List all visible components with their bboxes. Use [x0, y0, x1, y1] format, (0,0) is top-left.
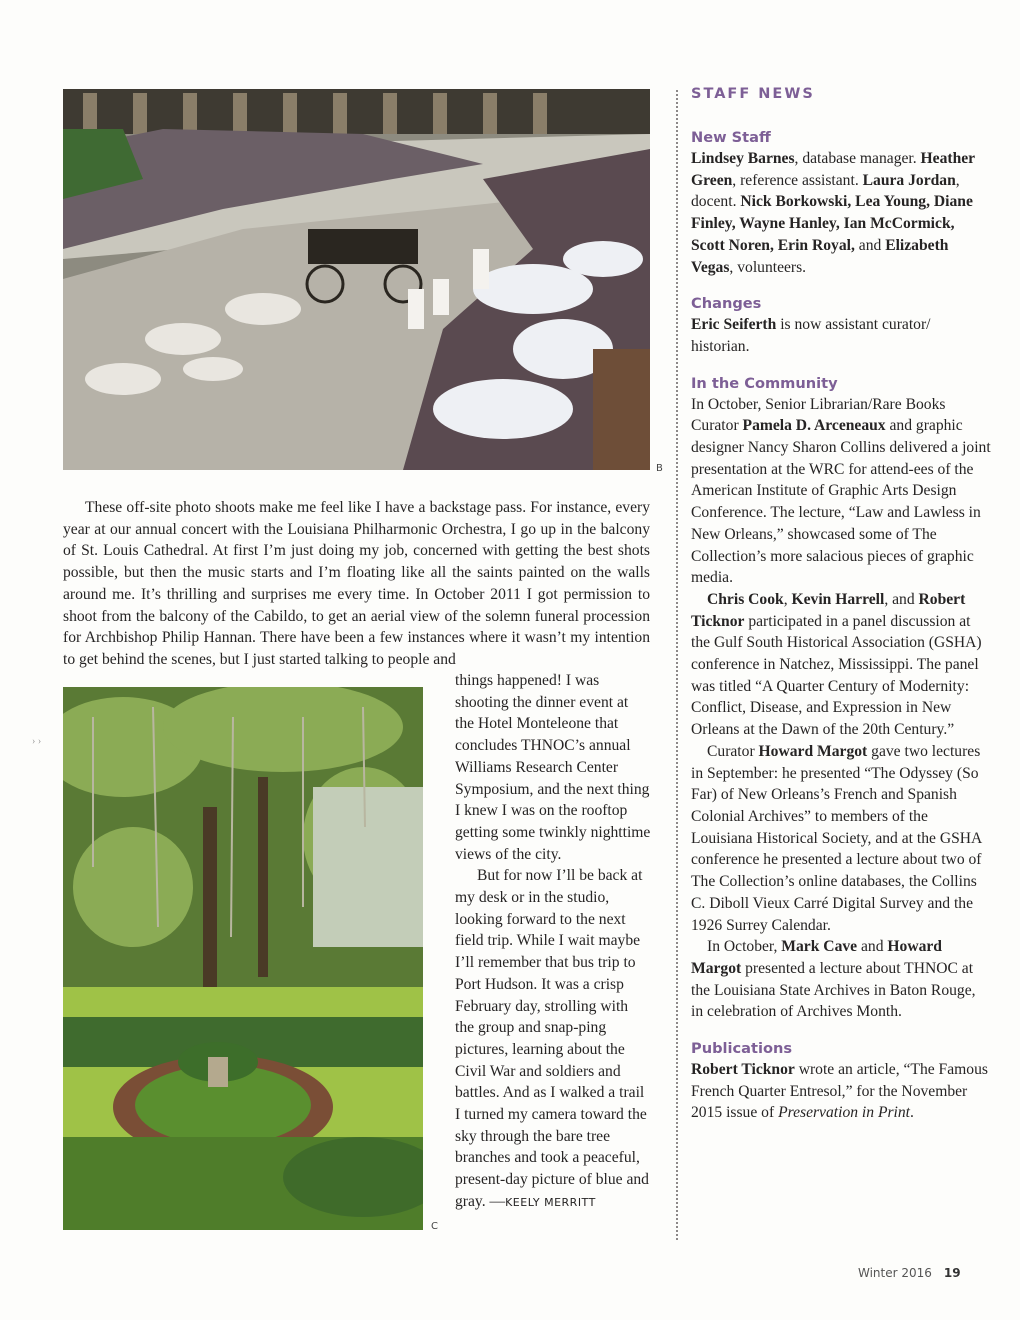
community-item-3 [691, 741, 991, 936]
staff-role: , reference assistant. [732, 171, 863, 189]
new-staff-text [691, 148, 991, 278]
staff-name: Howard Margot [691, 938, 942, 977]
main-paragraph-1-text: These off-site photo shoots make me feel like I have a backstage pass. For instance, every year at our annual concert with the Louisiana Philharmonic Orchestra, I go up in the balcony of St. Louis Cathedral. At first I’m just doing my job, concerned with getting the best shots possible, but then the music starts and I’m floating like all the saints painted on the walls around me. It’s thrilling and surprises me every time. In October 2011 I got permission to shoot from the balcony of the Cabildo, to get an aerial view of the solemn funeral procession for Archbishop Philip Hannan. There have been a few instances where it wasn’t my intention to get behind the scenes, but I just started talking to people and [63, 499, 650, 668]
staff-name: Chris Cook [707, 590, 784, 608]
community-item-1 [691, 394, 991, 589]
staff-role: , docent. [691, 171, 960, 211]
main-paragraph-2 [455, 670, 651, 1214]
margin-mark: › › [32, 736, 42, 747]
author-byline: KEELY MERRITT [505, 1195, 596, 1209]
community-item-4 [691, 936, 991, 1023]
community-text: and graphic designer Nancy Sharon Collins delivered a joint presentation at the WRC for attend-ees of the American Institute of Graphic Arts Design Conference. The lecture, “Law and Lawless in New Orleans,” showcased some of The Collection’s more salacious pieces of graphic media. [691, 417, 991, 587]
photo-label-b: B [656, 463, 663, 474]
staff-role: and [854, 236, 886, 254]
community-heading: In the Community [691, 374, 838, 392]
staff-name: Eric Seiferth [691, 316, 777, 334]
publication-text: . [910, 1104, 914, 1122]
main-paragraph-2-text [455, 865, 651, 1213]
community-text: gave two lectures in September: he presented “The Odyssey (So Far) of New Orleans’s French and Spanish Colonial Archives” to members of the Louisiana Historical Society, and at the GSHA conference he presented a lecture about two of The Collection’s online databases, the Collins C. Diboll Vieux Carré Digital Survey and the 1926 Surrey Calendar. [691, 742, 982, 934]
issue-label: Winter 2016 [858, 1266, 932, 1280]
staff-name: Kevin Harrell [791, 590, 885, 608]
publication-title: Preservation in Print [778, 1104, 911, 1122]
staff-name: Lindsey Barnes [691, 150, 795, 167]
community-text: , and [884, 590, 919, 608]
staff-news-sidebar [691, 86, 991, 1124]
staff-name: Mark Cave [781, 938, 858, 956]
changes-heading: Changes [691, 295, 762, 313]
page-footer [858, 1266, 961, 1280]
staff-name: Robert Ticknor [691, 590, 966, 630]
community-text: In October, Senior Librarian/Rare Books Curator [691, 395, 946, 435]
staff-news-header: STAFF NEWS [691, 86, 815, 102]
staff-role: , database manager. [794, 150, 921, 167]
changes-text [691, 314, 991, 357]
community-text: and [857, 938, 888, 956]
photo-label-c: C [431, 1221, 438, 1232]
main-paragraph-2-body: But for now I’ll be back at my desk or in the studio, looking forward to the next field trip. While I wait maybe I’ll remember that bus trip to Port Hudson. It was a crisp February day, strolling with the group and snap-ping pictures, learning about the Civil War and soldiers and battles. And as I walked a trail I turned my camera toward the sky through the bare tree branches and took a peaceful, present-day picture of blue and gray. — [455, 867, 649, 1210]
main-paragraph-1 [63, 497, 650, 671]
column-divider [676, 90, 678, 1240]
community-text: presented a lecture about THNOC at the Louisiana State Archives in Baton Rouge, in celebration of Archives Month. [691, 959, 976, 1021]
community-text: In October, [707, 938, 782, 956]
community-text: participated in a panel discussion at the Gulf South Historical Association (GSHA) conference in Natchez, Mississippi. The panel was titled “A Quarter Century of Modernity: Conflict, Disease, and Expression in New Orleans at the Dawn of the 20th Century.” [691, 612, 982, 739]
community-text: , [783, 590, 792, 608]
staff-name: Laura Jordan [862, 171, 956, 189]
staff-name: Elizabeth Vegas [691, 236, 949, 276]
staff-name: Robert Ticknor [691, 1061, 795, 1079]
staff-name: Heather Green [691, 150, 975, 189]
community-text: Curator [707, 742, 759, 760]
main-paragraph-1-continued: things happened! I was shooting the dinner event at the Hotel Monteleone that concludes THNOC’s annual Williams Research Center Symposium, and the next thing I knew I was on the rooftop getting some twinkly nighttime views of the city. [455, 672, 651, 863]
publication-text: wrote an article, “The Famous French Quarter Entresol,” for the November 2015 issue of [691, 1061, 988, 1122]
staff-name: Howard Margot [758, 742, 868, 760]
staff-name: Nick Borkowski, Lea Young, Diane Finley, Wayne Hanley, Ian McCormick, Scott Noren, Erin Royal, [691, 193, 973, 254]
change-detail: is now assistant curator/ historian. [691, 316, 931, 355]
community-item-2 [691, 589, 991, 741]
new-staff-heading: New Staff [691, 129, 771, 146]
page-number: 19 [943, 1266, 961, 1280]
photo-funeral-procession [63, 89, 650, 470]
staff-name: Pamela D. Arceneaux [742, 417, 886, 435]
publications-text [691, 1059, 991, 1124]
photo-garden [63, 687, 423, 1230]
staff-role: , volunteers. [729, 258, 807, 276]
publications-heading: Publications [691, 1040, 793, 1058]
